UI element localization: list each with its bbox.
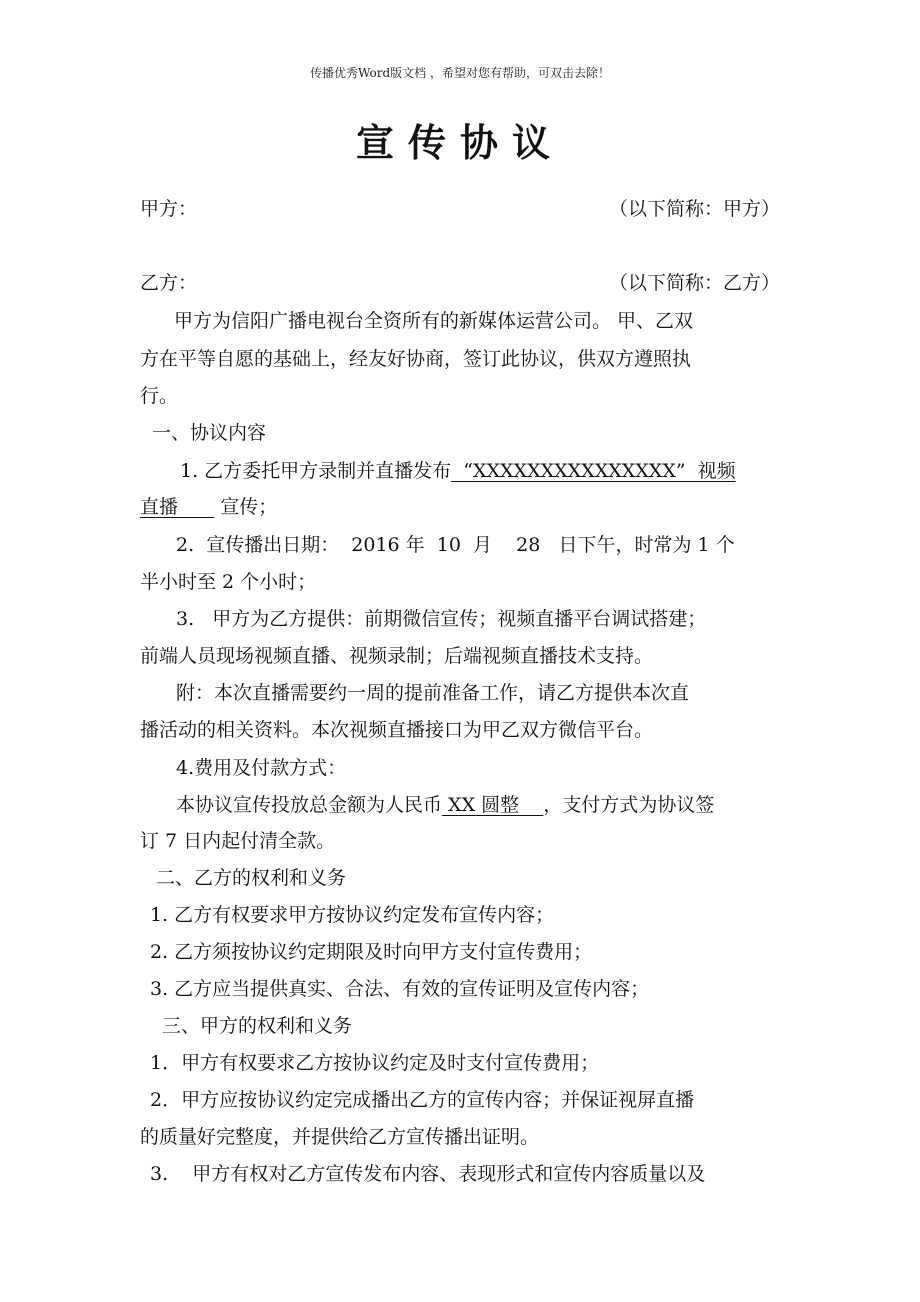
item-1-2-line-2: 半小时至 2 个小时； (140, 571, 317, 593)
item-1-2-line-1: 2. 宣传播出日期： 2016 年 10 月 28 日下午，时常为 1 个 (176, 534, 735, 556)
section-2-item-2: 2. 乙方须按协议约定期限及时向甲方支付宣传费用； (150, 941, 593, 963)
item-1-4-suffix: ，支付方式为协议签 (543, 794, 715, 816)
item-1-1-fill-1: “XXXXXXXXXXXXXXX” 视频 (451, 460, 736, 482)
item-1-4-line-2: 订 7 日内起付清全款。 (140, 830, 336, 852)
intro-line-3: 行。 (140, 385, 179, 407)
intro-line-2: 方在平等自愿的基础上，经友好协商，签订此协议，供双方遵照执 (140, 348, 692, 370)
party-a-label: 甲方： (140, 198, 198, 220)
document-title: 宣传协议 (355, 120, 564, 165)
section-3-item-2-line-2: 的质量好完整度，并提供给乙方宣传播出证明。 (140, 1126, 540, 1148)
section-3-item-1: 1．甲方有权要求乙方按协议约定及时支付宣传费用； (150, 1052, 600, 1074)
section-2-item-1: 1. 乙方有权要求甲方按协议约定发布宣传内容； (150, 904, 555, 926)
item-1-4-heading: 4.费用及付款方式： (176, 757, 347, 779)
item-1-3-line-2: 前端人员现场视频直播、视频录制；后端视频直播技术支持。 (140, 645, 654, 667)
header-note: 传播优秀Word版文档 ，希望对您有帮助，可双击去除！ (310, 66, 610, 80)
item-1-1-line-2 (140, 492, 780, 519)
item-1-1-prefix: 1. 乙方委托甲方录制并直播发布 (180, 460, 452, 482)
section-2-heading: 二、乙方的权利和义务 (156, 867, 347, 889)
section-1-heading: 一、协议内容 (152, 422, 267, 444)
section-2-item-3: 3. 乙方应当提供真实、合法、有效的宣传证明及宣传内容； (150, 978, 650, 1000)
item-1-4-amount: XX 圆整 (442, 794, 544, 816)
party-a-abbr: （以下简称：甲方） (608, 198, 780, 220)
intro-line-1: 甲方为信阳广播电视台全资所有的新媒体运营公司。 甲、乙双 (174, 310, 694, 332)
section-3-item-3-line-1: 3. 甲方有权对乙方宣传发布内容、表现形式和宣传内容质量以及 (150, 1163, 706, 1185)
section-3-heading: 三、甲方的权利和义务 (162, 1015, 353, 1037)
section-3-item-2-line-1: 2．甲方应按协议约定完成播出乙方的宣传内容；并保证视屏直播 (150, 1089, 695, 1111)
note-line-2: 播活动的相关资料。本次视频直播接口为甲乙双方微信平台。 (140, 719, 654, 741)
party-b-label: 乙方： (140, 272, 198, 294)
item-1-1-suffix: 宣传； (214, 496, 278, 518)
item-1-4-prefix: 本协议宣传投放总金额为人民币 (176, 794, 443, 816)
party-b-abbr: （以下简称：乙方） (608, 272, 780, 294)
note-line-1: 附：本次直播需要约一周的提前准备工作，请乙方提供本次直 (176, 682, 690, 704)
item-1-1-fill-2: 直播 (140, 496, 215, 518)
item-1-3-line-1: 3. 甲方为乙方提供：前期微信宣传；视频直播平台调试搭建； (176, 608, 707, 630)
item-1-1-line-1 (180, 456, 780, 483)
item-1-4-line-1 (176, 790, 780, 817)
